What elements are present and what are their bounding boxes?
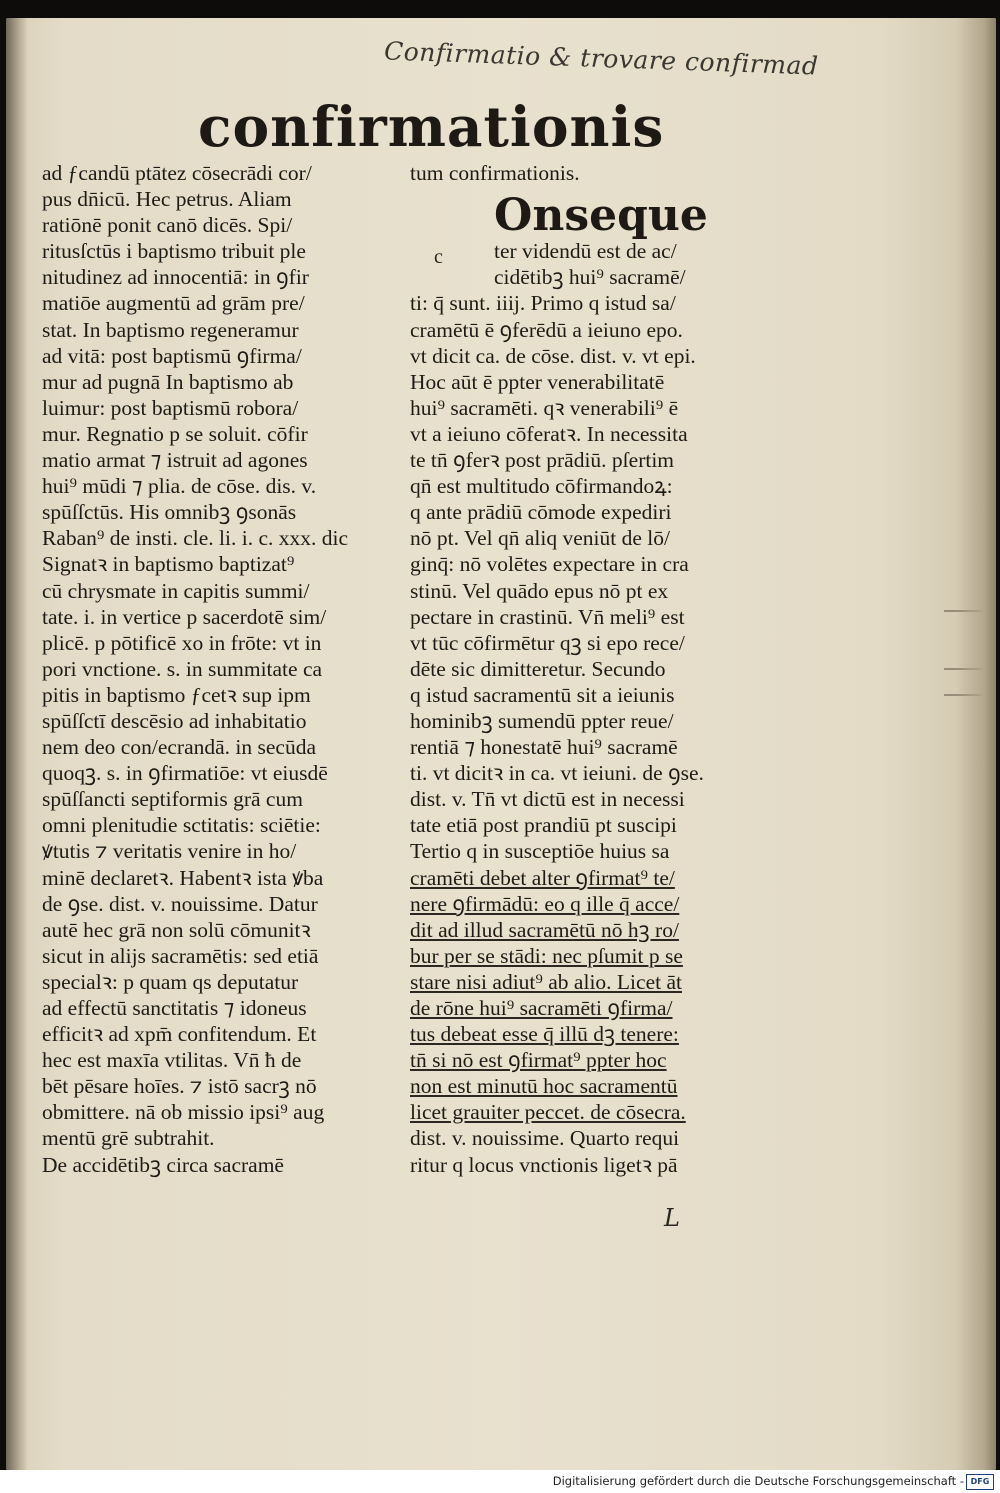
text-line: nitudinez ad innocentiā: in ꝯfir [42,265,309,290]
text-line: Raban⁹ de insti. cle. li. i. c. xxx. dic [42,526,349,551]
text-line: matiōe augmentū ad grām pre/ [42,291,305,316]
dfg-logo: DFG [966,1474,994,1490]
left-text-column [42,160,394,1178]
text-line: q ante prādiū cōmode expediri [410,500,672,525]
text-line: mur. Regnatio p se soluit. cōfir [42,421,308,446]
text-line: de ꝯse. dist. v. nouissime. Datur [42,891,318,916]
text-line: ti: q̄ sunt. iiij. Primo q istud sa/ [410,291,676,316]
text-line: vt a ieiuno cōferatꝛ. In necessita [410,421,688,446]
text-line: stinū. Vel quādo epus nō pt ex [410,578,669,603]
text-line: hominibꝫ sumendū ppter reue/ [410,708,674,733]
text-line: obmittere. nā ob missio ipsi⁹ aug [42,1100,325,1125]
text-line: hui⁹ sacramēti. qꝛ venerabili⁹ ē [410,395,679,420]
text-line: dist. v. nouissime. Quarto requi [410,1126,680,1151]
text-line: vt dicit ca. de cōse. dist. v. vt epi. [410,343,696,368]
running-head: confirmationis [198,94,665,159]
text-line: tus debeat esse q̄ illū dꝫ tenere: [410,1022,679,1047]
right-column-first-line: tum confirmationis. [410,161,580,185]
text-line: Signatꝛ in baptismo baptizat⁹ [42,552,295,577]
text-line: non est minutū hoc sacramentū [410,1074,678,1099]
text-line: ratiōnē ponit canō dicēs. Spi/ [42,213,293,238]
text-line: qn̄ est multitudo cōfirmandoꝝ: [410,474,673,499]
right-text-column [410,160,760,1178]
text-line: Hoc aūt ē ppter venerabilitatē [410,369,665,394]
text-line: De accidētibꝫ circa sacramē [42,1152,284,1177]
guide-letter: c [434,246,443,268]
text-line: ad ƒcandū ptātez cōsecrādi cor/ [42,161,312,185]
text-line: dit ad illud sacramētū nō hꝫ ro/ [410,917,679,942]
margin-scribble [944,610,996,612]
text-line: nō pt. Vel qn̄ aliq veniūt de lō/ [410,526,670,551]
text-line: dēte sic dimitteretur. Secundo [410,656,666,681]
text-line: quoqꝫ. s. in ꝯfirmatiōe: vt eiusdē [42,761,328,786]
text-line: efficitꝛ ad xpm̄ confitendum. Et [42,1022,317,1047]
text-line: pus dn̄icū. Hec petrus. Aliam [42,187,292,212]
text-line: ti. vt dicitꝛ in ca. vt ieiuni. de ꝯse. [410,761,704,786]
text-line: pori vnctione. s. in summitate ca [42,656,323,681]
text-line: ritur q locus vnctionis ligetꝛ pā [410,1152,678,1177]
text-line: matio armat ⁊ istruit ad agones [42,448,308,473]
footer-bar [0,1470,1000,1493]
decorated-initial-word: Onseque [494,190,708,241]
text-line: spūſſctūs. His omnibꝫ ꝯsonās [42,500,297,525]
text-line: omni plenitudie sctitatis: sciētie: [42,813,321,838]
text-line: cū chrysmate in capitis summi/ [42,578,310,603]
text-line: vt tūc cōfirmētur qꝫ si epo rece/ [410,630,685,655]
text-line: cramēti debet alter ꝯfirmat⁹ te/ [410,865,675,890]
text-line: spūſſctī descēsio ad inhabitatio [42,708,307,733]
margin-scribble [944,694,984,696]
text-line: pectare in crastinū. Vn̄ meli⁹ est [410,604,685,629]
text-line: de rōne hui⁹ sacramēti ꝯfirma/ [410,996,673,1020]
text-line: bēt pēsare hoīes. ⁊ istō sacrꝫ nō [42,1074,317,1099]
text-line: hui⁹ mūdi ⁊ plia. de cōse. dis. v. [42,474,317,499]
text-line: stare nisi adiut⁹ ab alio. Licet āt [410,969,682,994]
text-line: tn̄ si nō est ꝯfirmat⁹ ppter hoc [410,1048,667,1073]
text-line: ad vitā: post baptismū ꝯfirma/ [42,343,302,368]
text-line: ꝟtutis ⁊ veritatis venire in ho/ [42,839,297,864]
text-line: ter videndū est de ac/ [494,239,677,264]
text-line: rentiā ⁊ honestatē hui⁹ sacramē [410,735,678,760]
text-line: mentū grē subtrahit. [42,1126,215,1151]
margin-scribble [944,668,988,670]
text-line: spūſſancti septiformis grā cum [42,787,303,812]
text-line: sicut in alijs sacramētis: sed etiā [42,943,319,968]
text-line: hec est maxīa vtilitas. Vn̄ ħ de [42,1048,302,1073]
text-line: tate. i. in vertice p sacerdotē sim/ [42,604,327,629]
signature-mark: L [664,1204,680,1232]
text-line: plicē. p pōtificē xo in frōte: vt in [42,630,322,655]
text-line: licet grauiter peccet. de cōsecra. [410,1100,686,1125]
text-line: cidētibꝫ hui⁹ sacramē/ [494,265,686,290]
text-line: ginq̄: nō volētes expectare in cra [410,552,689,577]
text-line: nere ꝯfirmādū: eo q ille q̄ acce/ [410,891,680,916]
text-line: nem deo con/ecrandā. in secūda [42,735,316,760]
text-line: q istud sacramentū sit a ieiunis [410,682,675,707]
text-line: ad effectū sanctitatis ⁊ idoneus [42,996,307,1020]
text-line: Tertio q in susceptiōe huius sa [410,839,670,864]
text-line: autē hec grā non solū cōmunitꝛ [42,917,311,942]
text-line: pitis in baptismo ƒcetꝛ sup ipm [42,682,311,707]
text-line: specialꝛ: p quam qs deputatur [42,969,299,994]
text-line: cramētū ē ꝯferēdū a ieiuno epo. [410,317,683,342]
text-line: mur ad pugnā In baptismo ab [42,369,294,394]
text-line: tate etiā post prandiū pt suscipi [410,813,677,838]
text-line: stat. In baptismo regeneramur [42,317,299,342]
handwritten-annotation: Confirmatio & trovare confirmad [383,36,819,81]
book-page-scan [6,18,996,1470]
text-line: bur per se stādi: nec pſumit p se [410,943,683,968]
text-line: luimur: post baptismū robora/ [42,395,299,420]
funding-credit: Digitalisierung gefördert durch die Deutsche Forschungsgemeinschaft - [552,1474,964,1488]
text-line: ritusſctūs i baptismo tribuit ple [42,239,306,264]
text-line: dist. v. Tn̄ vt dictū est in necessi [410,787,685,812]
text-line: minē declaretꝛ. Habentꝛ ista ꝟba [42,865,324,890]
text-line: te tn̄ ꝯferꝛ post prādiū. pſertim [410,448,675,473]
